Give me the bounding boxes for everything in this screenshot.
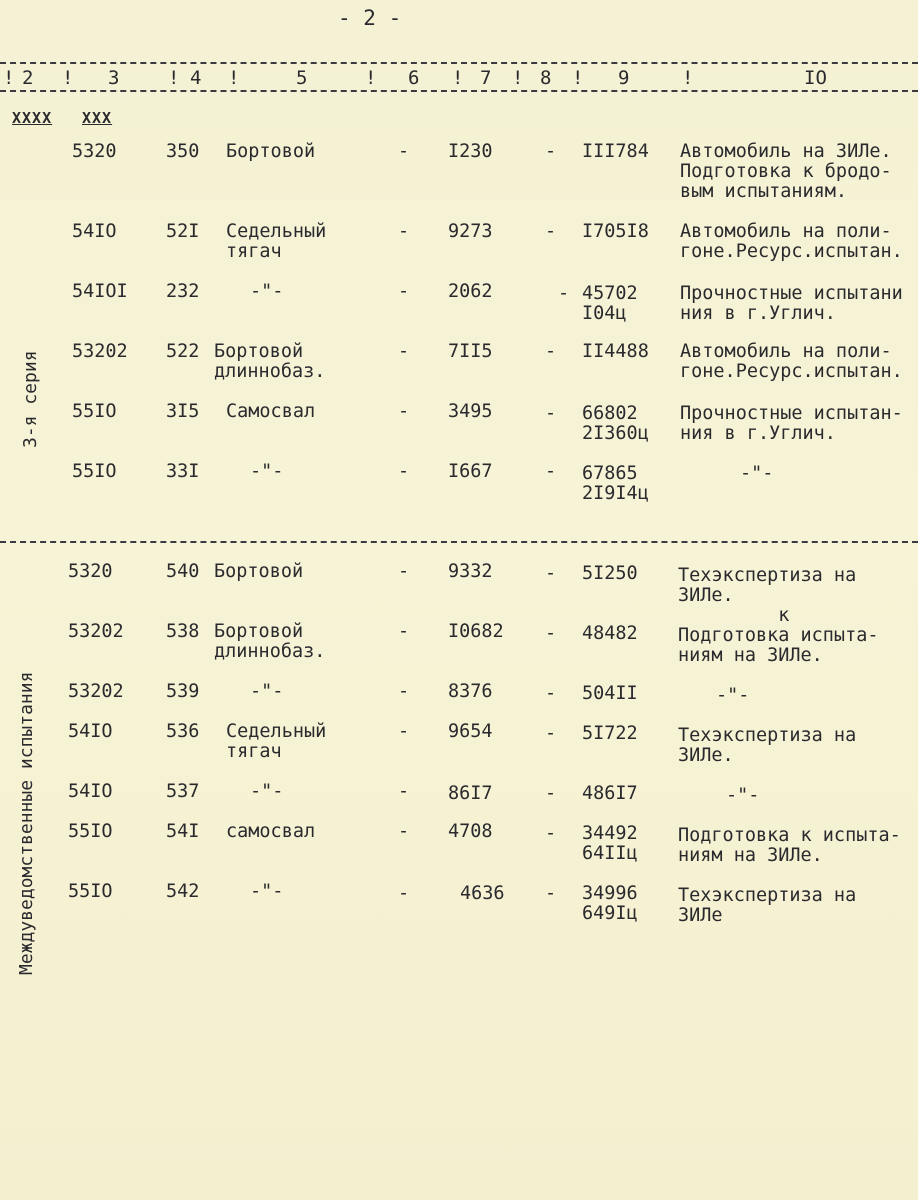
table-cell-type: Седельный тягач bbox=[226, 221, 327, 262]
table-cell-note: -"- bbox=[740, 463, 774, 484]
table-cell-col7: I230 bbox=[448, 141, 493, 162]
table-cell-col6: - bbox=[398, 681, 410, 702]
table-cell-type: Бортовой bbox=[214, 561, 304, 582]
table-cell-model: 5320 bbox=[68, 561, 113, 582]
header-col-5: 5 bbox=[296, 67, 308, 89]
table-cell-col9: 5I722 bbox=[582, 723, 638, 744]
table-cell-col6: - bbox=[398, 821, 410, 842]
col-sep: ! bbox=[682, 67, 694, 89]
table-cell-number: 350 bbox=[166, 141, 200, 162]
col-sep: ! bbox=[365, 67, 377, 89]
table-cell-col8: - bbox=[545, 221, 557, 242]
table-cell-col8: - bbox=[545, 141, 557, 162]
table-cell-type: Самосвал bbox=[226, 401, 316, 422]
header-col-9: 9 bbox=[618, 67, 630, 89]
table-cell-col7: 9273 bbox=[448, 221, 493, 242]
header-col-4: 4 bbox=[190, 67, 202, 89]
table-cell-model: 55IO bbox=[72, 401, 117, 422]
table-cell-col8: - bbox=[545, 403, 557, 424]
table-cell-col7: 8376 bbox=[448, 681, 493, 702]
table-cell-col7: 2062 bbox=[448, 281, 493, 302]
table-cell-col7: I0682 bbox=[448, 621, 504, 642]
table-cell-number: 542 bbox=[166, 881, 200, 902]
table-cell-col6: - bbox=[398, 141, 410, 162]
table-cell-number: 537 bbox=[166, 781, 200, 802]
table-cell-type: Бортовой длиннобаз. bbox=[214, 341, 326, 382]
table-cell-number: 522 bbox=[166, 341, 200, 362]
table-cell-col6: - bbox=[398, 221, 410, 242]
table-cell-col8: - bbox=[545, 623, 557, 644]
col-sep: ! bbox=[512, 67, 524, 89]
table-cell-col7: 9654 bbox=[448, 721, 493, 742]
table-cell-note: Техэкспертиза на ЗИЛе. bbox=[678, 565, 857, 606]
table-cell-model: 54IOI bbox=[72, 281, 128, 302]
table-cell-col6: - bbox=[398, 401, 410, 422]
table-cell-number: 536 bbox=[166, 721, 200, 742]
table-cell-col7: I667 bbox=[448, 461, 493, 482]
table-cell-col9: 67865 2I9I4ц bbox=[582, 463, 649, 504]
table-cell-col8: - bbox=[545, 723, 557, 744]
table-cell-col9: 504II bbox=[582, 683, 638, 704]
table-cell-type: -"- bbox=[250, 781, 284, 802]
table-cell-type: -"- bbox=[250, 461, 284, 482]
page-number: - 2 - bbox=[338, 6, 402, 30]
table-cell-note: Прочностные испытан- ния в г.Углич. bbox=[680, 403, 903, 444]
table-cell-model: 55IO bbox=[68, 881, 113, 902]
table-cell-col6: - bbox=[398, 461, 410, 482]
table-cell-model: 53202 bbox=[68, 681, 124, 702]
table-cell-model: 55IO bbox=[68, 821, 113, 842]
table-cell-col7: 7II5 bbox=[448, 341, 493, 362]
table-cell-number: 538 bbox=[166, 621, 200, 642]
table-cell-type: самосвал bbox=[226, 821, 316, 842]
table-cell-note: Подготовка к испыта- ниям на ЗИЛе. bbox=[678, 825, 901, 866]
table-cell-number: 33I bbox=[166, 461, 200, 482]
table-cell-model: 54IO bbox=[72, 221, 117, 242]
table-cell-col6: - bbox=[398, 781, 410, 802]
table-cell-col9: 34492 64IIц bbox=[582, 823, 638, 864]
section-label-interdepartmental-tests: Междуведомственные испытания bbox=[16, 671, 37, 975]
table-cell-note: Автомобиль на поли- гоне.Ресурс.испытан. bbox=[680, 221, 903, 262]
table-cell-number: 232 bbox=[166, 281, 200, 302]
table-cell-col9: 34996 649Iц bbox=[582, 883, 638, 924]
table-cell-type: -"- bbox=[250, 281, 284, 302]
column-marker: XXX bbox=[82, 109, 113, 127]
table-cell-note: Автомобиль на ЗИЛе. Подготовка к бродо- вым испытаниям. bbox=[680, 141, 892, 202]
table-cell-type: -"- bbox=[250, 681, 284, 702]
table-cell-note: Техэкспертиза на ЗИЛе bbox=[678, 885, 857, 926]
table-cell-col6: - bbox=[398, 561, 410, 582]
table-cell-col8: - bbox=[545, 563, 557, 584]
table-cell-col8: - bbox=[545, 683, 557, 704]
table-cell-col6: - bbox=[398, 621, 410, 642]
table-cell-note: Автомобиль на поли- гоне.Ресурс.испытан. bbox=[680, 341, 903, 382]
table-cell-col7: 86I7 bbox=[448, 783, 493, 804]
table-cell-col6: - bbox=[398, 721, 410, 742]
table-cell-col7: 4708 bbox=[448, 821, 493, 842]
column-marker: XXXX bbox=[12, 109, 53, 127]
table-cell-col9: 48482 bbox=[582, 623, 638, 644]
table-cell-col9: II4488 bbox=[582, 341, 649, 362]
col-sep: ! bbox=[452, 67, 464, 89]
table-cell-col9: I705I8 bbox=[582, 221, 649, 242]
table-cell-col8: - bbox=[545, 341, 557, 362]
header-col-3: 3 bbox=[108, 67, 120, 89]
table-cell-col8: - bbox=[545, 783, 557, 804]
table-cell-col9: III784 bbox=[582, 141, 649, 162]
col-sep: ! bbox=[62, 67, 74, 89]
table-cell-note: -"- bbox=[726, 785, 760, 806]
table-cell-type: Бортовой длиннобаз. bbox=[214, 621, 326, 662]
table-cell-col6: - bbox=[398, 281, 410, 302]
table-cell-col9: 486I7 bbox=[582, 783, 638, 804]
table-cell-col9: 45702 I04ц bbox=[582, 283, 638, 324]
header-col-7: 7 bbox=[480, 67, 492, 89]
table-cell-number: 539 bbox=[166, 681, 200, 702]
table-cell-col9: 5I250 bbox=[582, 563, 638, 584]
table-cell-type: -"- bbox=[250, 881, 284, 902]
table-cell-number: 52I bbox=[166, 221, 200, 242]
table-cell-col7: 3495 bbox=[448, 401, 493, 422]
table-cell-number: 540 bbox=[166, 561, 200, 582]
header-top-rule bbox=[0, 62, 918, 64]
table-cell-note: к Подготовка испыта- ниям на ЗИЛе. bbox=[678, 605, 879, 666]
table-cell-col7: 4636 bbox=[460, 883, 505, 904]
col-sep: ! bbox=[228, 67, 240, 89]
table-cell-model: 5320 bbox=[72, 141, 117, 162]
section-divider bbox=[0, 541, 918, 543]
table-cell-model: 53202 bbox=[72, 341, 128, 362]
table-cell-note: Прочностные испытани ния в г.Углич. bbox=[680, 283, 903, 324]
col-sep: ! bbox=[168, 67, 180, 89]
table-cell-col6: - bbox=[398, 341, 410, 362]
table-cell-col7: 9332 bbox=[448, 561, 493, 582]
table-cell-note: -"- bbox=[716, 685, 750, 706]
section-label-series-3: 3-я серия bbox=[20, 350, 41, 448]
header-bottom-rule bbox=[0, 90, 918, 92]
table-cell-col8: - bbox=[545, 461, 557, 482]
table-cell-type: Седельный тягач bbox=[226, 721, 327, 762]
table-cell-number: 3I5 bbox=[166, 401, 200, 422]
table-cell-type: Бортовой bbox=[226, 141, 316, 162]
table-cell-col6: - bbox=[398, 883, 410, 904]
header-col-10: IO bbox=[804, 67, 827, 89]
table-cell-note: Техэкспертиза на ЗИЛе. bbox=[678, 725, 857, 766]
table-cell-col8: - bbox=[545, 883, 557, 904]
table-cell-model: 54IO bbox=[68, 721, 113, 742]
col-sep: ! bbox=[3, 67, 15, 89]
header-col-6: 6 bbox=[408, 67, 420, 89]
header-col-2: 2 bbox=[22, 67, 34, 89]
table-cell-col8: - bbox=[545, 823, 557, 844]
table-cell-number: 54I bbox=[166, 821, 200, 842]
table-cell-col9: 66802 2I360ц bbox=[582, 403, 649, 444]
table-cell-model: 55IO bbox=[72, 461, 117, 482]
header-col-8: 8 bbox=[540, 67, 552, 89]
col-sep: ! bbox=[572, 67, 584, 89]
table-cell-model: 54IO bbox=[68, 781, 113, 802]
table-cell-model: 53202 bbox=[68, 621, 124, 642]
table-cell-col8: - bbox=[558, 283, 570, 304]
